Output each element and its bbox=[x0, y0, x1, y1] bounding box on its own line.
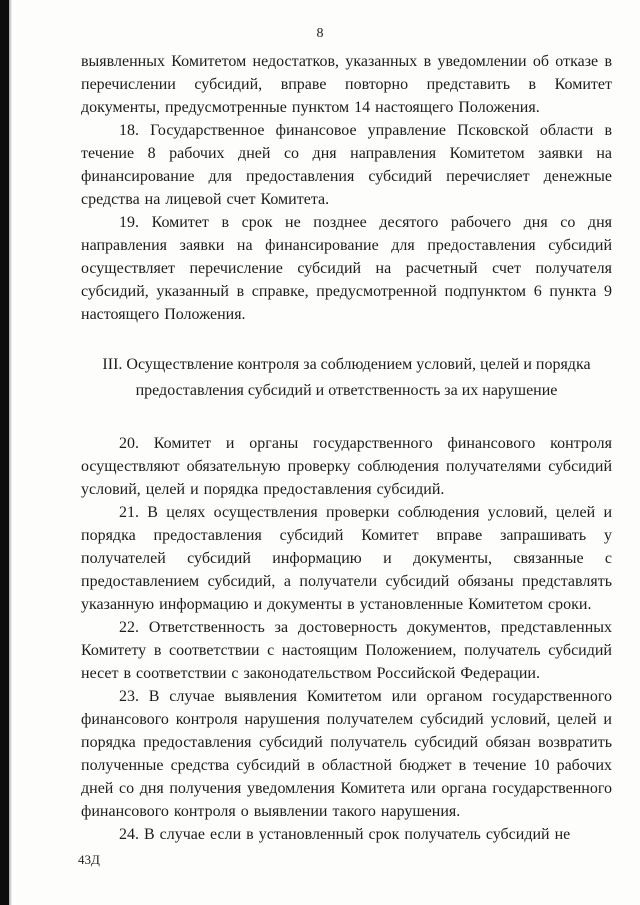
document-body bbox=[81, 50, 612, 846]
paragraph-20: 20. Комитет и органы государственного финансового контроля осуществляют обязательную проверку соблюдения получателями субсидий условий, целей и порядка предоставления субсидий. bbox=[81, 435, 612, 498]
paragraph-21: 21. В целях осуществления проверки соблюдения условий, целей и порядка предоставления субсидий Комитет вправе запрашивать у получателей субсидий информацию и документы, связанные с предоставлением субсидий, а получатели субсидий обязаны представлять указанную информацию и документы в установленные Комитетом сроки. bbox=[81, 504, 612, 613]
scan-edge-shadow bbox=[9, 0, 12, 905]
paragraph-continuation: выявленных Комитетом недостатков, указанных в уведомлении об отказе в перечислении субсидий, вправе повторно представить в Комитет документы, предусмотренные пунктом 14 настоящего Положения. bbox=[81, 53, 612, 116]
section-heading: III. Осуществление контроля за соблюдением условий, целей и порядка предоставления субсидий и ответственность за их нарушение bbox=[102, 356, 591, 399]
scan-edge-artifact bbox=[0, 0, 9, 905]
page-number: 8 bbox=[316, 26, 324, 41]
paragraph-22: 22. Ответственность за достоверность документов, представленных Комитету в соответствии с настоящим Положением, получатель субсидий несет в соответствии с законодательством Российской Федерации. bbox=[81, 619, 612, 682]
paragraph-18: 18. Государственное финансовое управление Псковской области в течение 8 рабочих дней со дня направления Комитетом заявки на финансирование для предоставления субсидий перечисляет денежные средства на лицевой счет Комитета. bbox=[81, 122, 612, 208]
paragraph-23: 23. В случае выявления Комитетом или органом государственного финансового контроля нарушения получателем субсидий условий, целей и порядка предоставления субсидий получатель субсидий обязан возвратить полученные средства субсидий в областной бюджет в течение 10 рабочих дней со дня получения уведомления Комитета или органа государственного финансового контроля о выявлении такого нарушения. bbox=[81, 688, 612, 820]
paragraph-24: 24. В случае если в установленный срок получатель субсидий не bbox=[119, 826, 571, 843]
footer-mark: 43Д bbox=[78, 852, 100, 867]
paragraph-19: 19. Комитет в срок не позднее десятого рабочего дня со дня направления заявки на финансирование для предоставления субсидий осуществляет перечисление субсидий на расчетный счет получателя субсидий, указанный в справке, предусмотренной подпунктом 6 пункта 9 настоящего Положения. bbox=[81, 214, 612, 323]
